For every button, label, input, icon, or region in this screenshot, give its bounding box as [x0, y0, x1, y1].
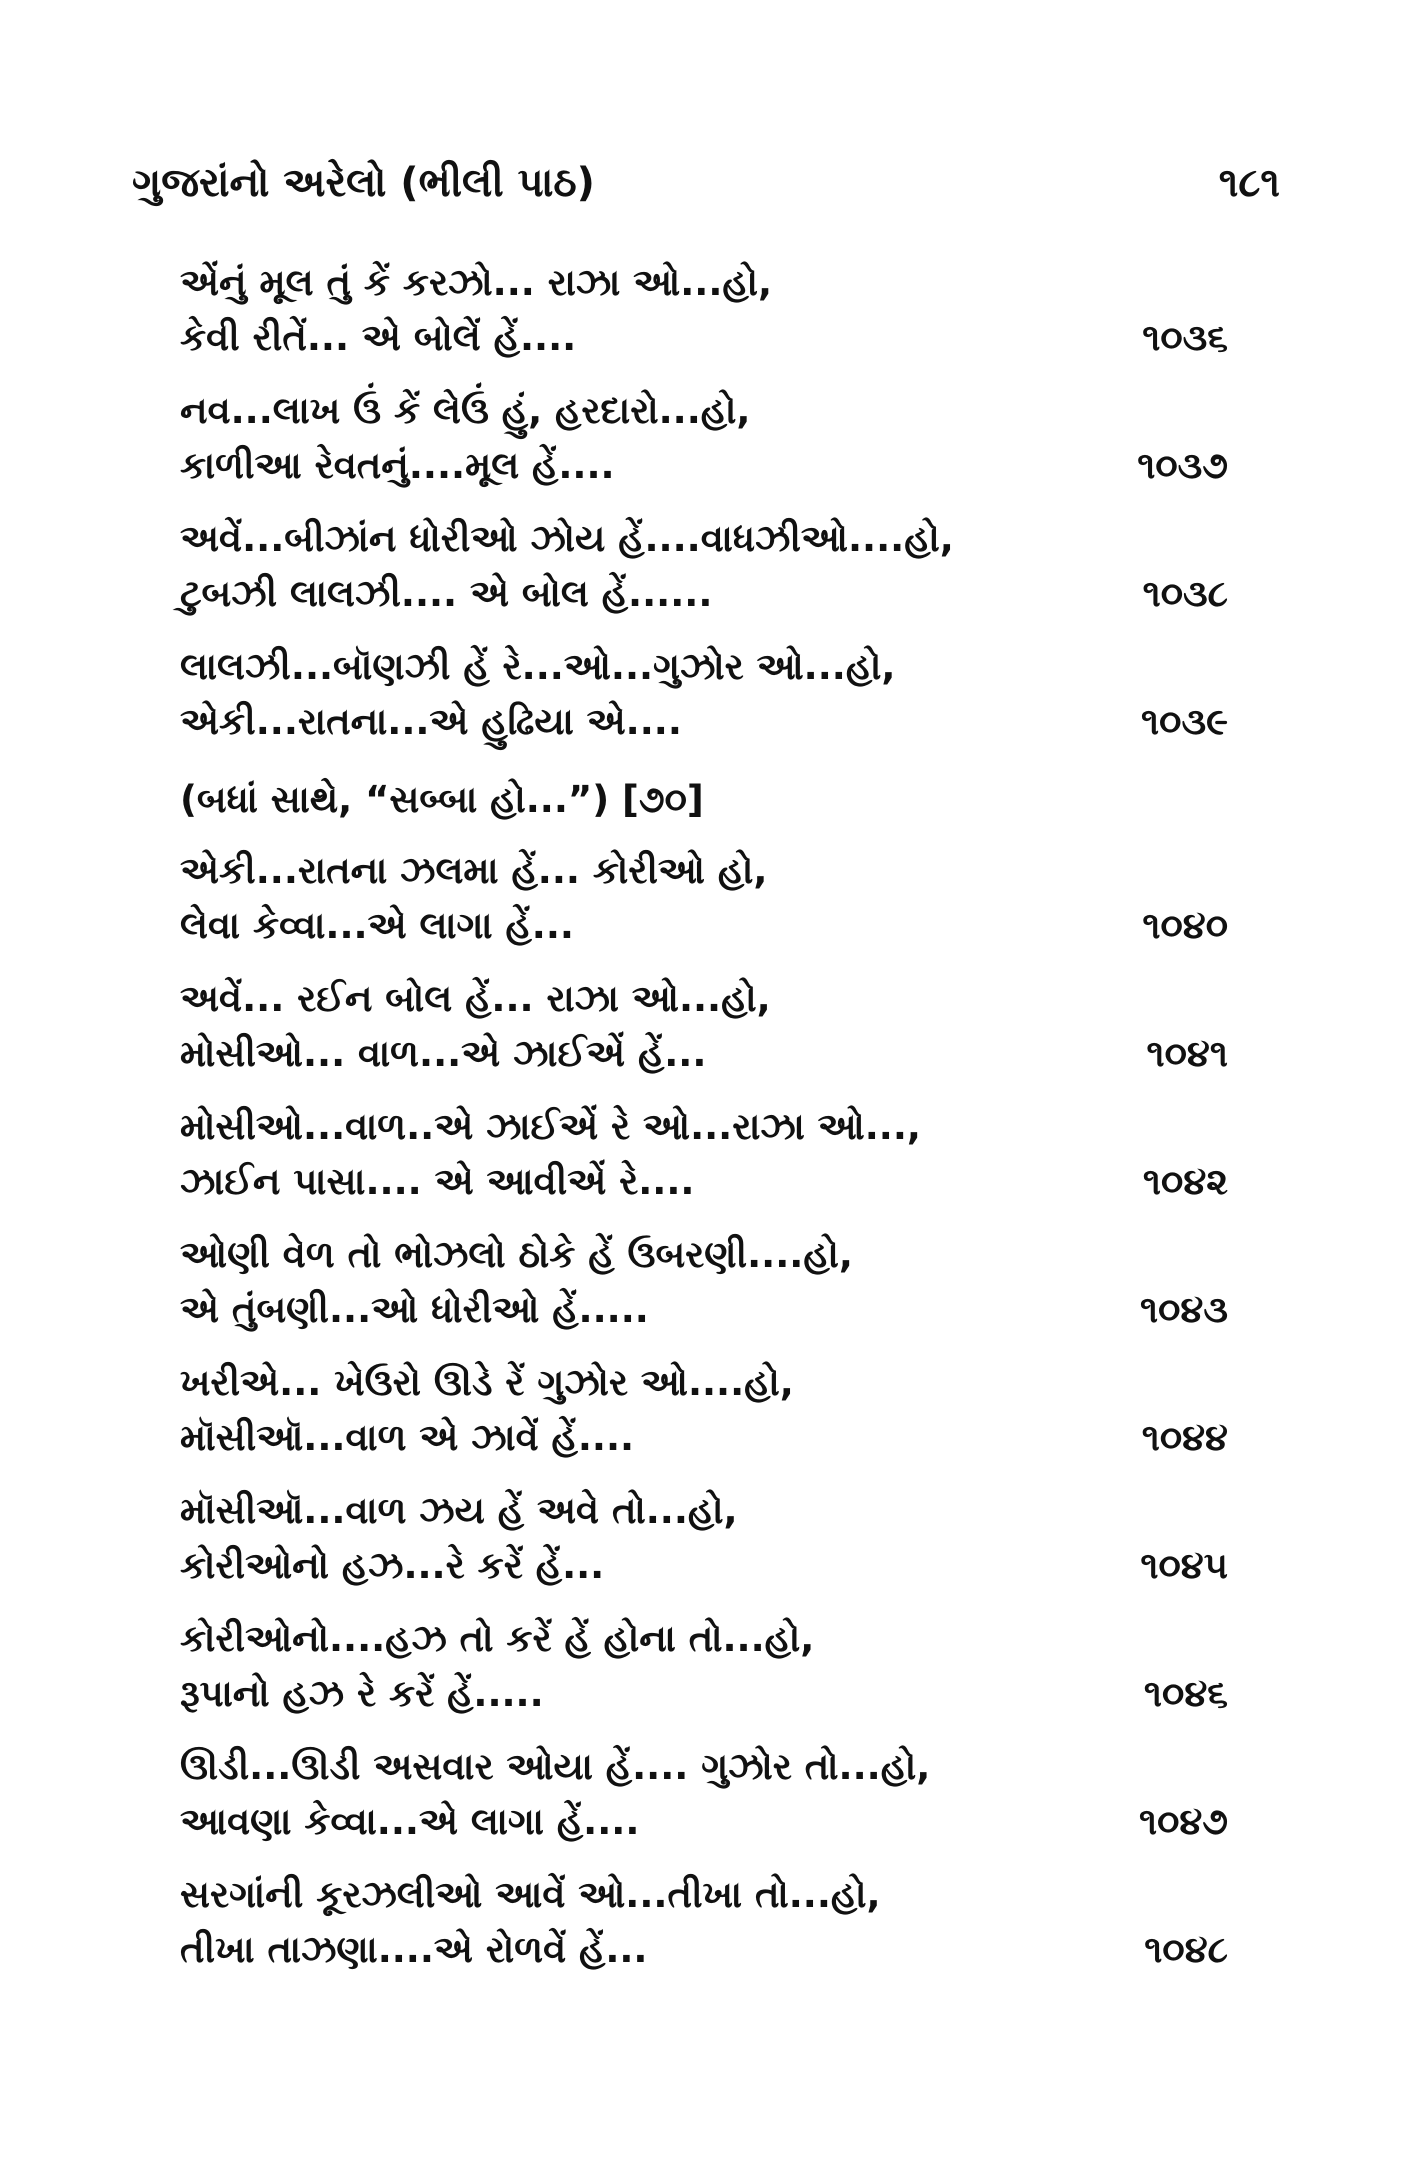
- verse-number: ૧૦૪૬: [1143, 1672, 1228, 1715]
- verse-number: ૧૦૪૭: [1138, 1800, 1228, 1843]
- verse-line: મૉસીઑ...વાળ ઝય હેં અવે તો...હો,: [180, 1489, 738, 1532]
- verse-number: ૧૦૪૫: [1140, 1544, 1228, 1587]
- verse-line: કોરીઓનો....હઝ તો કરેં હેં હોના તો...હો,: [180, 1617, 815, 1660]
- stanza: [180, 642, 1228, 770]
- stanza: [180, 1870, 1228, 1998]
- verse-line: મૉસીઑ...વાળ એ ઝાવેં હેં....: [180, 1416, 635, 1459]
- verse-number: ૧૦૩૬: [1142, 316, 1228, 359]
- chorus-note-text: (બધાં સાથે, “સબ્બા હો...”) [૭૦]: [180, 778, 704, 821]
- stanza: [180, 846, 1228, 974]
- stanza: [180, 258, 1228, 386]
- verse-line: ઓણી વેળ તો ભોઝલો ઠોકે હેં ઉબરણી....હો,: [180, 1233, 853, 1276]
- verse-line: કેવી રીતેં... એ બોલેં હેં....: [180, 316, 577, 359]
- stanza: [180, 1742, 1228, 1870]
- verse-line: અવેં... રઈન બોલ હેં... રાઝા ઓ...હો,: [180, 977, 771, 1020]
- verse-number: ૧૦૪૨: [1142, 1160, 1228, 1203]
- verse-line: એ તુંબણી...ઓ ધોરીઓ હેં.....: [180, 1288, 649, 1331]
- stanza: [180, 1614, 1228, 1742]
- stanza: [180, 1486, 1228, 1614]
- page-header: [132, 150, 1280, 220]
- verse-line: કાળીઆ રેવતનું....મૂલ હેં....: [180, 444, 615, 487]
- verse-number: ૧૦૪૮: [1144, 1928, 1228, 1971]
- stanza: [180, 1358, 1228, 1486]
- verse-line: એંનું મૂલ તું કેં કરઝો... રાઝા ઓ...હો,: [180, 261, 773, 304]
- verse-number: ૧૦૪૦: [1142, 904, 1228, 947]
- stanza: [180, 514, 1228, 642]
- stanza: [180, 1230, 1228, 1358]
- verse-line: રૂપાનો હઝ રે કરેં હેં.....: [180, 1672, 544, 1715]
- verse-line: એકી...રાતના...એ હુઢિયા એ....: [180, 700, 682, 743]
- verse-line: ઝાઈન પાસા.... એ આવીએં રે....: [180, 1160, 695, 1203]
- verse-number: ૧૦૩૮: [1142, 572, 1228, 615]
- running-head: ગુજરાંનો અરેલો (ભીલી પાઠ): [132, 160, 595, 206]
- verse-line: તીખા તાઝણા....એ રોળવેં હેં...: [180, 1928, 648, 1971]
- verse-line: આવણા કેવ્વા...એ લાગા હેં....: [180, 1800, 640, 1843]
- verse-line: સરગાંની કૂરઝલીઓ આવેં ઓ...તીખા તો...હો,: [180, 1873, 881, 1916]
- verse-body: [180, 258, 1228, 1998]
- verse-line: અવેં...બીઝાંન ધોરીઓ ઝોય હેં....વાધઝીઓ....હો,: [180, 517, 954, 560]
- verse-number: ૧૦૩૯: [1141, 700, 1228, 743]
- verse-line: ખરીએ... ખેઉરો ઊડે રેં ગુઝોર ઓ....હો,: [180, 1361, 794, 1404]
- stanza: [180, 1102, 1228, 1230]
- verse-number: ૧૦૪૧: [1146, 1032, 1228, 1075]
- stanza: [180, 974, 1228, 1102]
- page-number: ૧૮૧: [1218, 160, 1280, 206]
- chorus-note: [180, 770, 1228, 846]
- verse-line: કોરીઓનો હઝ...રે કરેં હેં...: [180, 1544, 605, 1587]
- verse-number: ૧૦૪૩: [1140, 1288, 1228, 1331]
- verse-line: એકી...રાતના ઝલમા હેં... કોરીઓ હો,: [180, 849, 768, 892]
- verse-line: મોસીઓ... વાળ...એ ઝાઈએં હેં...: [180, 1032, 707, 1075]
- verse-number: ૧૦૩૭: [1137, 444, 1228, 487]
- verse-number: ૧૦૪૪: [1141, 1416, 1228, 1459]
- verse-line: લાલઝી...બૉણઝી હેં રે...ઓ...ગુઝોર ઓ...હો,: [180, 645, 896, 688]
- verse-line: ઊડી...ઊડી અસવાર ઓયા હેં.... ગુઝોર તો...હો,: [180, 1745, 931, 1788]
- verse-line: લેવા કેવ્વા...એ લાગા હેં...: [180, 904, 574, 947]
- verse-line: ટુબઝી લાલઝી.... એ બોલ હેં......: [180, 572, 713, 615]
- verse-line: મોસીઓ...વાળ..એ ઝાઈએં રે ઓ...રાઝા ઓ...,: [180, 1105, 921, 1148]
- verse-line: નવ...લાખ ઉં કેં લેઉં હું, હરદારો...હો,: [180, 389, 751, 432]
- stanza: [180, 386, 1228, 514]
